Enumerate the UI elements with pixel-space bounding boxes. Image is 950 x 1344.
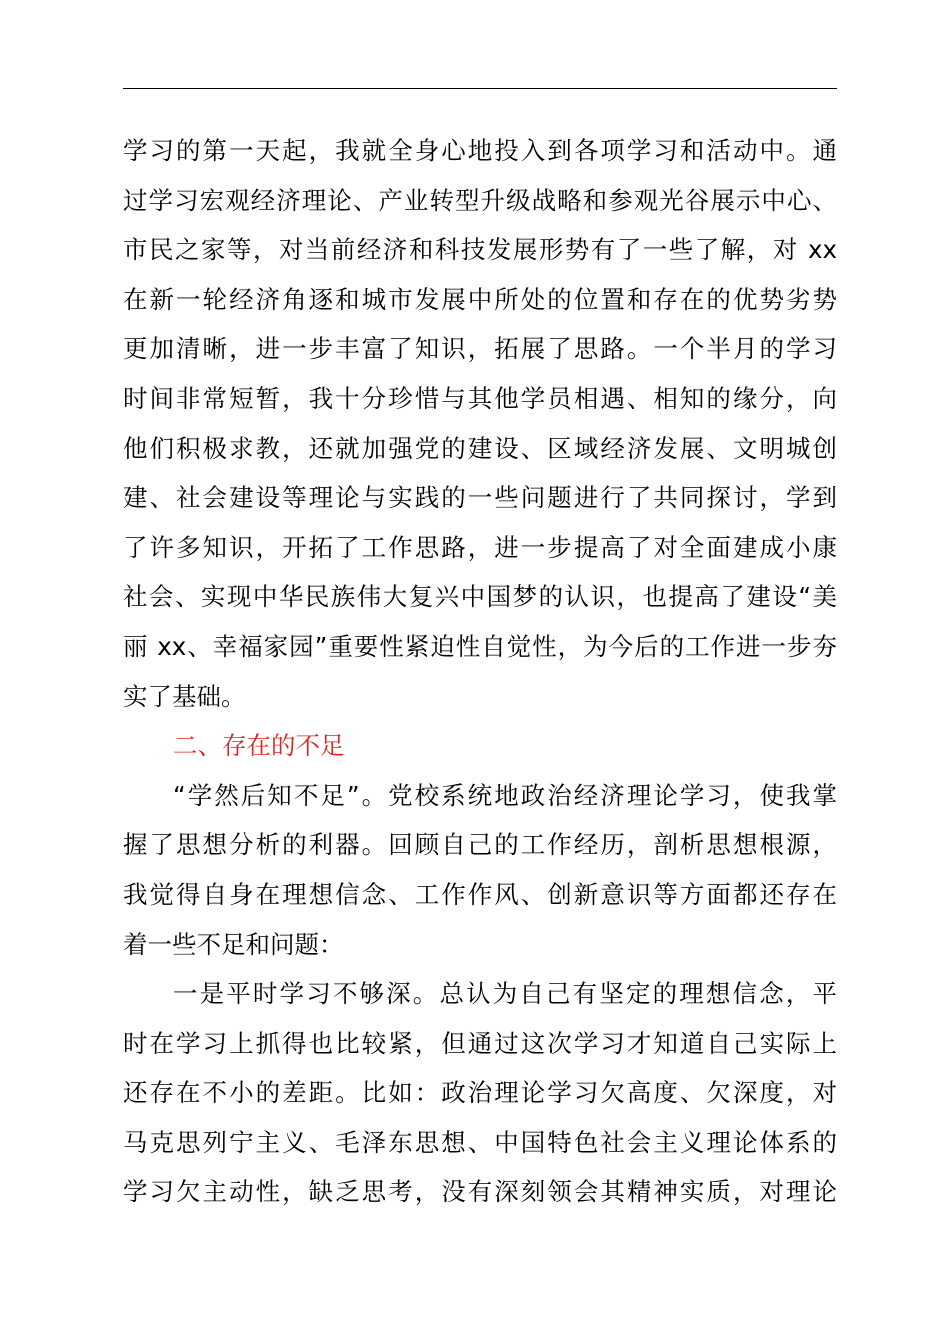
text-line: 我觉得自身在理想信念、工作作风、创新意识等方面都还存在 [123, 879, 837, 909]
text-line: 市民之家等，对当前经济和科技发展形势有了一些了解，对 xx [123, 235, 837, 265]
text-line: 学习的第一天起，我就全身心地投入到各项学习和活动中。通 [123, 136, 837, 165]
text-line: 握了思想分析的利器。回顾自己的工作经历，剖析思想根源， [123, 830, 837, 860]
text-line: 时间非常短暂，我十分珍惜与其他学员相遇、相知的缘分，向 [123, 383, 837, 413]
text-line: 在新一轮经济角逐和城市发展中所处的位置和存在的优势劣势 [123, 284, 837, 314]
text-line: 着一些不足和问题： [123, 929, 344, 959]
text-line: 更加清晰，进一步丰富了知识，拓展了思路。一个半月的学习 [123, 334, 837, 364]
document-body [123, 126, 837, 1217]
text-line: 马克思列宁主义、毛泽东思想、中国特色社会主义理论体系的 [123, 1127, 837, 1157]
text-line: 建、社会建设等理论与实践的一些问题进行了共同探讨，学到 [123, 483, 837, 513]
text-line: 学习欠主动性，缺乏思考，没有深刻领会其精神实质，对理论 [123, 1177, 837, 1207]
text-line: “学然后知不足”。党校系统地政治经济理论学习，使我掌 [173, 780, 837, 810]
text-line: 社会、实现中华民族伟大复兴中国梦的认识，也提高了建设“美 [123, 582, 837, 612]
section-heading: 二、存在的不足 [173, 731, 345, 761]
text-line: 一是平时学习不够深。总认为自己有坚定的理想信念，平 [173, 979, 837, 1009]
text-line: 了许多知识，开拓了工作思路，进一步提高了对全面建成小康 [123, 532, 837, 562]
text-line: 丽 xx、幸福家园”重要性紧迫性自觉性，为今后的工作进一步夯 [123, 631, 837, 661]
paragraph-2 [123, 771, 837, 969]
text-line: 实了基础。 [123, 681, 246, 711]
text-line: 他们积极求教，还就加强党的建设、区域经济发展、文明城创 [123, 433, 837, 463]
text-line: 时在学习上抓得也比较紧，但通过这次学习才知道自己实际上 [123, 1028, 837, 1058]
text-line: 还存在不小的差距。比如：政治理论学习欠高度、欠深度，对 [123, 1078, 837, 1108]
header-rule [123, 88, 837, 89]
paragraph-3 [123, 969, 837, 1217]
text-line: 过学习宏观经济理论、产业转型升级战略和参观光谷展示中心、 [123, 185, 837, 215]
paragraph-1 [123, 126, 837, 721]
